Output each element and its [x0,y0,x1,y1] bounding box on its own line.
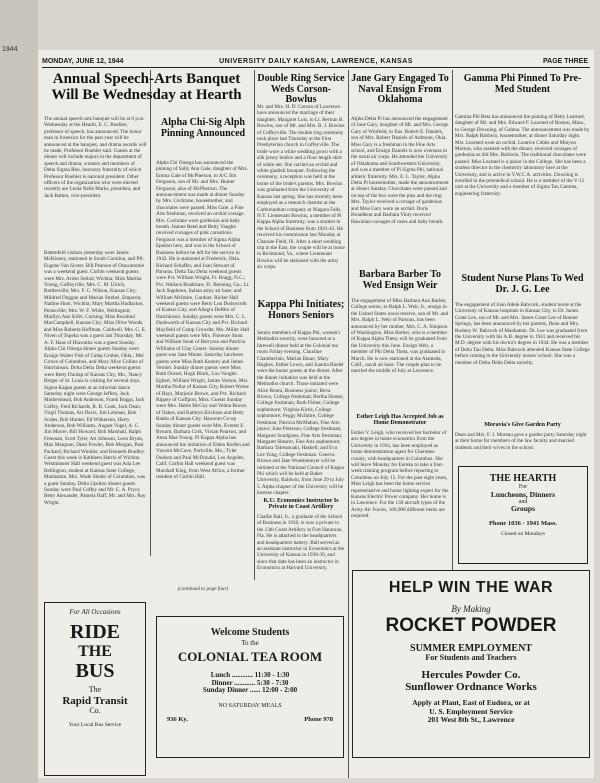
headline-double-ring: Double Ring Service Weds Corson-Bowlus [257,73,345,105]
tearoom-to-the: To the [241,639,259,647]
masthead-page: PAGE THREE [543,58,588,65]
rocket-by-making: By Making [451,603,491,614]
bus-bus: BUS [75,660,115,683]
column-rule [348,70,349,778]
rocket-help-win: HELP WIN THE WAR [388,579,554,596]
tearoom-welcome: Welcome Students [210,627,290,638]
hearth-title: THE HEARTH [489,473,557,484]
bus-the-2: The [88,685,102,695]
headline-ku-economics: K.U. Economics Instructor Is Private in Coast Artillery [263,498,339,511]
ad-bus [44,602,146,776]
column-rule [452,70,453,586]
ad-rocket-powder [352,570,590,758]
rocket-address: 201 West 8th St., Lawrence [427,714,515,724]
story-barber: The engagement of Miss Barbara Ann Barber, College senior, to Ralph L. Weir, Jr., ensign in the United States naval reserve, son of Mr. and Mrs. Ralph L. Weir of Parsons, has been announced by her mother, Mrs. C. A. Simpson of Washington. Miss Barber, who is a member of Kappa Alpha Theta, will be graduated from the University this June. Ensign Weir, a member of Phi Delta Theta, was graduated in March. He is now stationed at the Alameda, Calif., naval air base. The couple plan to be married the middle of July at Lawrence. [351,298,449,375]
column-rule [254,70,255,580]
hearth-and: and [518,498,528,505]
story-gamma-phi: Gamma Phi Beta has announced the pinning of Betty Learned, daughter of Mr. and Mrs. Edward F. Learned of Boston, Mass., to George Downing, of Galena. The announcement was made by Mrs. Ralph Baldwin, housemother, at dinner Saturday night. Mrs. Learned wore an orchid. Leatrice Cobbs and Minyon Morton, who assisted with the dinner, received corsages of gardenias as did Mrs. Baldwin. The traditional chocolates were passed. Miss Learned is a junior in the College. She has been a student director in the chemistry laboratory here at the University, and is active in Y.W.C.A. activities. Downing is enrolled in the premedical school. He is a member of the V-12 unit at the University and a member of Sigma Tau Gamma, engineering fraternity. [455,114,590,197]
tearoom-lunch: Lunch ............ 11:30 - 1:30 [210,670,290,679]
hearth-phone: Phone 1036 · 1941 Mass. [488,519,558,527]
tearoom-name: COLONIAL TEA ROOM [177,648,323,664]
bus-co: Co. [89,706,101,716]
hearth-closed: Closed on Mondays [501,530,545,537]
headline-moravia: Moravia's Give Garden Party [484,422,561,428]
rocket-apply: Apply at Plant, East of Eudora, or at [412,698,530,708]
tearoom-phone: Phone 978 [304,715,333,723]
rocket-employment-service: U. S. Employment Service [429,706,513,716]
newspaper-page [38,50,594,778]
rocket-sunflower: Sunflower Ordnance Works [405,681,537,694]
story-jane-gary: Alpha Delta Pi has announced the engagement of Jane Gary, daughter of Mr. and Mrs. George Gary of Winfield, to Ens. Robert E. Daniels, son of Mrs. Robert Daniels of Ardmore, Okla. Miss Gary is a freshman in the Fine Arts school, and Ensign Daniels is now overseas in the naval air corps. He attended the University of Oklahoma and Southwestern University, and was a member of Pi Sigma Phi, national athletic fraternity. Mrs. E. L. Taylor, Alpha Delta Pi housemother, made the announcement at dinner Sunday. Chocolates were passed and on top of the box were the pins and the ring. Mrs. Taylor received a corsage of gardenias and Miss Gary wore an orchid. Doris Broadbent and Barbara Vinty received Hawaiian corsages of roses and baby breath. [351,116,449,225]
tearoom-dinner: Dinner ............ 5:30 - 7:30 [211,678,289,687]
masthead-paper: UNIVERSITY DAILY KANSAN, LAWRENCE, KANSAS [219,58,413,65]
story-kappa-phi: Senior members of Kappa Phi, women's Methodist sorority, were honored at a farewell dinner held at the Colonial tea room Friday evening. Claudine Chamberlain, Marian Bauer, Mary Hughes, Esther Lewis, and Juanita Riedel were the honor guests at the dinner. After the dinner initiation was held at the Methodist church. Those initiated were Alice Booni, Business junior; Reva Brown, College freshman; Bertha Hunter, College freshman; Ruth Fisher, College sophomore; Virginia Kirtis, College sophomore; Peggy McIntire, College freshman; Patricia McMahon, Fine Arts junior; June Peterson, College freshman; Margaret Snodgrass, Fine Arts freshman; Margaret Shearer, Fine Arts sophomore; Barbara Tatreanoaki, Haskell; and Eva Lee Yung, College freshman. Geneva Brown and Jane Woestemeyer will be initiated at the National Council of Kappa Phi which will be held at Baker University, Baldwin, from June 29 to July 5. Alpha chapter of the University will be hostess chapter. [257,330,345,497]
bus-rapid-transit: Rapid Transit [62,695,128,708]
tearoom-address: 936 Ky. [167,715,188,723]
bus-the: THE [78,642,112,660]
rocket-summer-employment: SUMMER EMPLOYMENT [410,643,532,655]
continued-note: (continued to page four) [177,586,229,592]
masthead-date: MONDAY, JUNE 12, 1944 [42,58,124,65]
headline-jane-gary: Jane Gary Engaged To Naval Ensign From Oklahoma [351,73,449,105]
ad-colonial-tea-room [156,616,344,758]
story-leigh: Esther V. Leigh, who received her bachelor of arts degree in home economics from the University in 1934, has been employed as home demonstration agent for Cherokee county, with headquarters in Columbus. She will leave Monday for Eureka to take a four-week training program before reporting to Columbus on July 15. For the past eight years, Miss Leigh has been the home service representative and home lighting expert for the Kansas Electric Power company. Her home is in Lawrence. For the 130 aircraft types of the Army Air Forces, 100,000 different items are required. [351,430,449,520]
headline-barber: Barbara Barber To Wed Ensign Weir [358,269,442,291]
tearoom-no-saturday: NO SATURDAY MEALS [218,703,282,710]
story-nurse: The engagement of Joan Adele Babcock, student nurse at the University of Kansas hospitals in Kansas City, to Dr. James Grant Lee, son of Mr. and Mrs. James Grant Lee of Bonner Springs, has been announced by her parents, Dean and Mrs. Rodney W. Babcock of Manhattan. Dr. Lee was graduated from the University with his A.B. degree in 1941 and received his M.D. degree with his doctor's degree in 1944. He was a member of Delta Tau Delta. Miss Babcock attended Kansas State College before coming to the University nurses' school. She was a member of Delta Delta Delta sorority. [455,302,590,366]
rocket-students: For Students and Teachers [425,653,517,663]
hearth-groups: Groups [510,504,536,514]
hearth-line: Luncheons, Dinners [490,489,556,499]
story-moravia: Dean and Mrs. F. J. Moreau gave a garden party Saturday night at their home for members of the law faculty and married students and their wives in the school. [455,432,587,451]
rocket-hercules: Hercules Powder Co. [421,669,521,682]
story-social-notes: Battenfeld visitors yesterday were James McKinney, stationed in South Carolina, and Pfc. Eugene Van Scoter. Bill Pearson of Osawatomie was a weekend guest. Corbin weekend guests were Mrs. Aristo Setlud, Wichita; Miss Martha Young, Coffeyville; Mrs. C. M. Ulrich, Bartlesville; Mrs. F. C. Wilson, Kansas City; Mildred Duggan and Marian Strebel, Emporia; Nadine Hunt, Wichita; Mary Martha Hudlacker, Pennsville; Mrs. W. F. White, Wellington; Marilyn Ann Kifer, Corning; Miss Rosalind MacCampbell, Kansas City; Miss Olive Woods and Miss Roberta Hoffman, Caldwell. Mrs. C. E. Niven of Topeka was a guest last Thursday. Mr. A. F. Haas of Hiawatha was a guest Sunday. Alpha Chi Omega dinner guests Sunday were Ensign Walter Fish of Camp Gruber, Okla.; Mel Crown of Columbus, and Mary Alice Collins of Hutchinson. Delta Delta Delta weekend guests were Betty Dunlap of Kansas City, Mo., Nancy Berger of St. Louis is visiting for several days. Sigma Kappa guests at an informal dance Saturday night were George Jeffers, Jack Mothershead, Bob Anderson, Frank Boggs, Jack Coffey, Fred Richards, R. B. Cook, Jack Dean, Virgil Thomas, Art Davis, Jim Lehman, Bob Scales, Bob Hunter, Ed Wilkerson, Harry Anderson, Bob Williams, August Vogel, A. C. Jim Moore, Bill Howard, Bob Marshall, Ralph Freeman, Scott Tyler, Art Johnson, Leon Bryan, Max Maupran, Dean Fowler, Bob Morgan, Paul Packard, Richard Winkler, and Kenneth Bradley. Guest this week is Kathleen Harris of Wichita. Westminster Hall weekend guest was Ada Lee Bellington, student at Kansas State College, Manhattan. Mrs. Wade Shuler of Columbus, was a guest Sunday. Delta Upsilon dinner guests Sunday were Paul Coffey and Mr. C. A. Pryor, Betty Alexander, Pamela Haff, Mr. and Mrs. Ray Wright. [44,250,146,506]
hearth-for: For [518,484,528,490]
story-banquet: The annual speech-arts banquet will be at 6 p.m. Wednesday at the Hearth, E. C. Buehler, professor of speech, has announced. The honor man in forensics for the past year will be announced at the banquet, and drama awards will be made, Professor Buehler said. Guests at the dinner will include majors in the department of speech and drama, winners and members of Delta Sigma Rho, honorary fraternity of which Professor Buehler is national president. Other officers of the organization who were elected recently are Leola Nelle Marks, president, and Jack Batten, vice-president. [44,116,147,199]
bus-tagline: Your Local Bus Service [68,721,122,728]
tearoom-sunday: Sunday Dinner ...... 12:00 - 2:00 [202,686,298,695]
bus-ride: RIDE [69,620,120,643]
story-double-ring: Mr. and Mrs. H. D. Corson of Lawrence have announced the marriage of their daughter, Margaret Lois, to Lt. Bertran B. Bowlus, son of Mr. and Mrs. B. J. Bowlus of Coffeyville. The double ring ceremony took place last Thursday at the First Presbyterian church in Coffeyville. The bride wore a white wedding gown with a silk jersey bodice and a floor length skirt of white net. She carried an orchid and white gladioli bouquet. Following the ceremony, a reception was held at the home of the bride's parents. Mrs. Bowlus was graduated from the University of Kansas last spring. She has recently been employed as a research chemist at the Carborundum company at Niagara Falls, N.Y. Lieutenant Bowlus, a member of Pi Kappa Alpha fraternity, was a student in the School of Business from 1941-43. He received his commission last Monday at Chanute Field, Ill. After a short wedding trip in the East, the couple will be at home in Richmond, Va., where Lieutenant Bowlus will be stationed with the army air corps. [257,104,345,271]
rocket-title: ROCKET POWDER [385,615,557,637]
headline-pinning: Alpha Chi-Sig Alph Pinning Announced [160,117,246,139]
adjacent-page-edge [0,0,38,783]
ad-hearth [458,466,588,564]
headline-kappa-phi: Kappa Phi Initiates; Honors Seniors [257,299,345,321]
masthead-rule [42,67,590,68]
edge-mark: 1944 [2,46,18,53]
column-rule [150,70,151,556]
bus-occasions: For All Occasions [69,608,121,616]
story-pinning: Alpha Chi Omega has announced the pinning of Sally Ann Gale, daughter of Mrs. Emma Gale of McPherson, to A/C Jim Ferguson, son of Mr. and Mrs. Homer Ferguson, also of McPherson. The announcement was made at dinner Sunday by Mrs. Cochrane, housemother, and chocolates were passed. Miss Gale, a Fine Arts freshman, received an orchid corsage. Mrs. Cochrane wore gardenias and baby breath. Jeanne Reed and Betty Vaughn received corsages of pink carnations. Ferguson was a member of Sigma Alpha Epsilon here, and was in the School of Business before he left for the service in 1942. He is stationed at Frederick, Okla. Richard Schaffer, and Joan Stewart of Parsons. Delta Tau Delta weekend guests were Pvt. William Wright, Fr. Bragg, N.C.; Pvt. Wallace Bradshaw, Ft. Benning, Ga.; Lt. Jack Stapleton, Italian army air base; and William McIntire, Gardner. Ricker Hall weekend guests were Betty Lou Dodsworth of Kansas City, and Allegra DeBler of Hutchinson. Sunday guests were Mrs. C. L. Dodsworth of Kansas City and Pvt. Richard Mayfield of Camp Crowder, Mo. Miller Hall weekend guests were Mrs. Florence Stout and William Stout of Berryton and Patricia Williams of Clay Center. Sunday dinner guest was Jane Monte. Saturday luncheon guests were Miss Ruth Kenney and James Vernier. Sunday dinner guests were Miss Ruth Oursel, Hugh Black, Lou Vaughn Egbert, William Wright, James Vernon, Mrs. Martha Nollar of Kansas City, Robert Wrene of Hays, Marjorie Brown, and Pvt. Richard Rippey of Goffport, Miss. Guests Sunday were Mrs. Hattie McCoy and Velma Brown of Oakes, and Kathryn Erickson and Betty Banks of Kansas City. Hawsom Co-op Sunday dinner guests were Mrs. Everett E. Bynum, Barbara Cork, Vivian Pearson, and Anna Mae Young. Pi Kappa Alpha has announced the initiation of Elden Kerfen and Vincent McCave, Parkville, Mo.; Tyler Dodson and Paul McDonald, Los Angeles, Calif. Corbin Hall weekend guest was Marshall King, from West Africa, a former resident of Corbin Hall. [156,160,250,480]
headline-leigh: Esther Leigh Has Accepted Job as Home Demonstrator [356,414,444,427]
story-ku-economics: Challie Ball, Jr., a graduate of the School of Business in 1938, is now a private in the 13th Coast Artillery at Fort Harancas, Fla. He is attached to the headquarters and headquarters battery. Ball served as an assistant instructor in Economics at the University of Kansas in 1938-39, and since that date has been an instructor in Economics at Harvard University. [257,514,345,572]
headline-gamma-phi: Gamma Phi Pinned To Pre-Med Student [463,73,582,95]
headline-nurse: Student Nurse Plans To Wed Dr. J. G. Lee [461,273,584,295]
headline-banquet: Annual Speech-Arts Banquet Will Be Wednesday at Hearth [51,71,242,103]
